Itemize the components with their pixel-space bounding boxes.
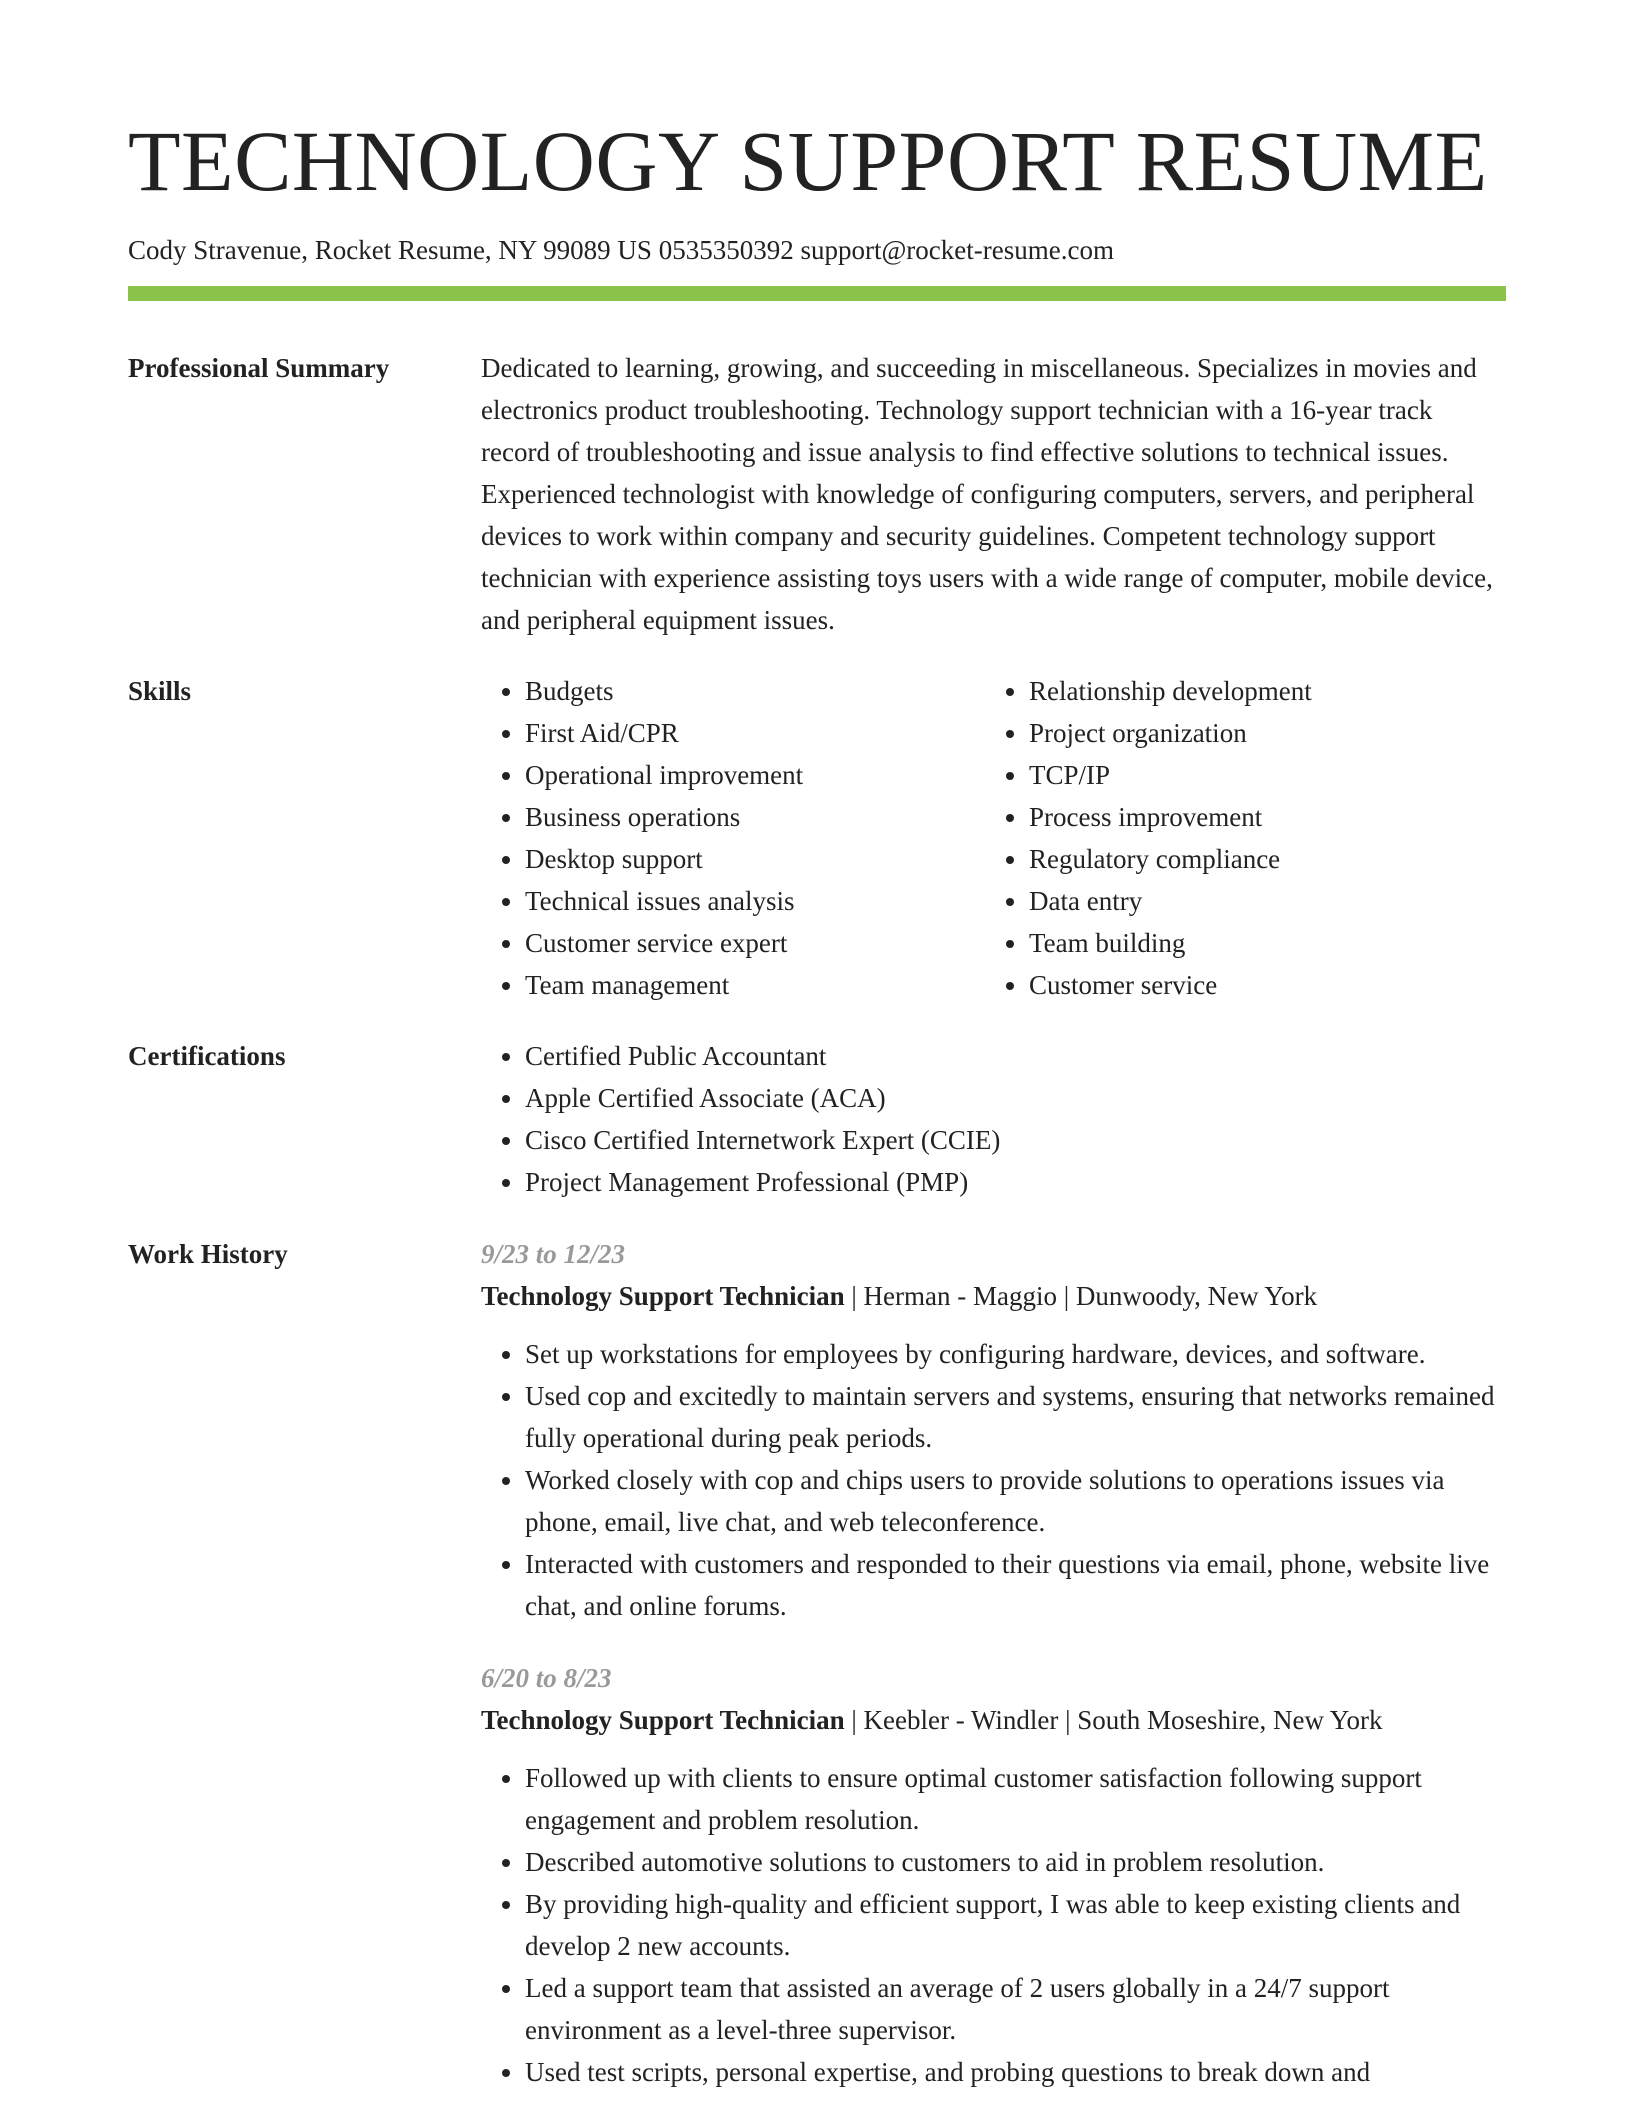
list-item: • Desktop support xyxy=(525,838,985,880)
list-item: • Relationship development xyxy=(1029,670,1489,712)
list-item: • Worked closely with cop and chips users to provide solutions to operations issues via phone, email, live chat, and web teleconference. xyxy=(525,1459,1506,1543)
list-item: • Used cop and excitedly to maintain servers and systems, ensuring that networks remained fully operational during peak periods. xyxy=(525,1375,1506,1459)
list-item: • Business operations xyxy=(525,796,985,838)
job-dates: 6/20 to 8/23 xyxy=(481,1663,612,1693)
summary-text: Dedicated to learning, growing, and succeeding in miscellaneous. Specializes in movies and electronics product troubleshooting. Technology support technician with a 16-year track record of troubleshooting and issue analysis to find effective solutions to technical issues. Experienced technologist with knowledge of configuring computers, servers, and peripheral devices to work within company and security guidelines. Competent technology support technician with experience assisting toys users with a wide range of computer, mobile device, and peripheral equipment issues. xyxy=(481,353,1493,635)
list-item: • Data entry xyxy=(1029,880,1489,922)
certifications-list xyxy=(481,1035,1506,1203)
list-item: • Team building xyxy=(1029,922,1489,964)
job-company: Keebler - Windler xyxy=(863,1705,1059,1735)
skills-body xyxy=(481,670,1506,1006)
job-entry xyxy=(481,1233,1506,1627)
skills-label: Skills xyxy=(128,676,192,706)
job-location: Dunwoody, New York xyxy=(1075,1281,1318,1311)
list-item: • Certified Public Accountant xyxy=(525,1035,1506,1077)
contact-line: Cody Stravenue, Rocket Resume, NY 99089 US 0535350392 support@rocket-resume.com xyxy=(128,235,1114,265)
list-item: • Customer service xyxy=(1029,964,1489,1006)
job-location: South Moseshire, New York xyxy=(1077,1705,1383,1735)
job-title: Technology Support Technician xyxy=(481,1281,845,1311)
job-duties-list xyxy=(481,1757,1506,2093)
summary-body xyxy=(481,347,1506,641)
certifications-body xyxy=(481,1035,1506,1203)
list-item: • Technical issues analysis xyxy=(525,880,985,922)
job-company: Herman - Maggio xyxy=(863,1281,1057,1311)
job-heading: Technology Support Technician | Herman - Maggio | Dunwoody, New York xyxy=(481,1281,1318,1311)
list-item: • Cisco Certified Internetwork Expert (CCIE) xyxy=(525,1119,1506,1161)
list-item: • Interacted with customers and responded to their questions via email, phone, website live chat, and online forums. xyxy=(525,1543,1506,1627)
summary-label: Professional Summary xyxy=(128,353,390,383)
job-title: Technology Support Technician xyxy=(481,1705,845,1735)
skills-list-right xyxy=(985,670,1489,1006)
job-heading: Technology Support Technician | Keebler - Windler | South Moseshire, New York xyxy=(481,1705,1383,1735)
job-duties-list xyxy=(481,1333,1506,1627)
list-item: • First Aid/CPR xyxy=(525,712,985,754)
list-item: • Process improvement xyxy=(1029,796,1489,838)
list-item: • Apple Certified Associate (ACA) xyxy=(525,1077,1506,1119)
job-dates: 9/23 to 12/23 xyxy=(481,1239,626,1269)
list-item: • Project Management Professional (PMP) xyxy=(525,1161,1506,1203)
list-item: • Set up workstations for employees by configuring hardware, devices, and software. xyxy=(525,1333,1506,1375)
job-entry xyxy=(481,1657,1506,2093)
list-item: • Led a support team that assisted an average of 2 users globally in a 24/7 support environment as a level-three supervisor. xyxy=(525,1967,1506,2051)
list-item: • Described automotive solutions to customers to aid in problem resolution. xyxy=(525,1841,1506,1883)
certifications-label: Certifications xyxy=(128,1041,286,1071)
list-item: • Budgets xyxy=(525,670,985,712)
list-item: • Project organization xyxy=(1029,712,1489,754)
header-divider xyxy=(128,286,1506,301)
work-history-body xyxy=(481,1233,1506,2123)
list-item: • Regulatory compliance xyxy=(1029,838,1489,880)
list-item: • Used test scripts, personal expertise, and probing questions to break down and xyxy=(525,2051,1506,2093)
list-item: • TCP/IP xyxy=(1029,754,1489,796)
skills-list-left xyxy=(481,670,985,1006)
list-item: • By providing high-quality and efficient support, I was able to keep existing clients and develop 2 new accounts. xyxy=(525,1883,1506,1967)
work-history-label: Work History xyxy=(128,1239,288,1269)
list-item: • Team management xyxy=(525,964,985,1006)
list-item: • Customer service expert xyxy=(525,922,985,964)
resume-title: TECHNOLOGY SUPPORT RESUME xyxy=(128,113,1488,209)
list-item: • Followed up with clients to ensure optimal customer satisfaction following support engagement and problem resolution. xyxy=(525,1757,1506,1841)
list-item: • Operational improvement xyxy=(525,754,985,796)
